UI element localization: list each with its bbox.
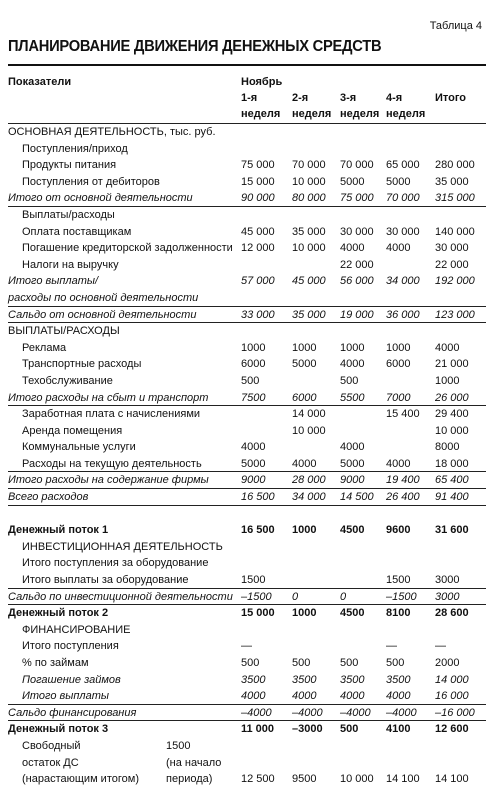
row-value: 123 000 xyxy=(435,308,475,321)
row-value: 70 000 xyxy=(292,159,326,172)
header-week-3-bottom: неделя xyxy=(340,108,380,120)
row-value: 29 400 xyxy=(435,408,469,421)
table-row xyxy=(0,141,500,158)
row-label: Итого расходы на содержание фирмы xyxy=(8,474,209,487)
table-body xyxy=(0,124,500,788)
row-label: Погашение кредиторской задолженности xyxy=(22,242,233,255)
row-value: 33 000 xyxy=(241,308,275,321)
row-value: 4000 xyxy=(340,690,365,703)
row-value: 36 000 xyxy=(386,308,420,321)
row-label: Сальдо финансирования xyxy=(8,706,137,719)
row-value: 3000 xyxy=(435,590,460,603)
balance-value: 10 000 xyxy=(340,773,374,786)
row-value: 14 000 xyxy=(292,408,326,421)
row-value: 9000 xyxy=(241,474,266,487)
balance-value: 14 100 xyxy=(386,773,420,786)
table-row xyxy=(0,390,500,407)
row-label: Продукты питания xyxy=(22,159,117,172)
row-label: Сальдо от основной деятельности xyxy=(8,308,197,321)
row-value: 280 000 xyxy=(435,159,475,172)
row-value: 5000 xyxy=(340,457,365,470)
row-value: 2000 xyxy=(435,657,460,669)
table-row xyxy=(0,539,500,556)
table-row xyxy=(0,439,500,456)
table-row xyxy=(0,373,500,390)
row-value: 1000 xyxy=(292,524,317,537)
row-value: 0 xyxy=(340,590,347,603)
spacer-row xyxy=(0,506,500,523)
row-value: –4000 xyxy=(340,706,371,719)
row-value: –4000 xyxy=(241,706,272,719)
header-indicators: Показатели xyxy=(8,76,72,88)
row-value: 1000 xyxy=(292,341,317,354)
row-value: 4500 xyxy=(340,524,365,537)
row-value: 70 000 xyxy=(340,159,374,172)
initial-balance: 1500 xyxy=(166,739,191,752)
balance-label: (нарастающим итогом) xyxy=(22,773,139,786)
row-value: 8100 xyxy=(386,607,411,620)
table-row xyxy=(0,323,500,340)
row-value: 30 000 xyxy=(435,242,469,255)
row-value: 1500 xyxy=(386,574,411,587)
row-value: 22 000 xyxy=(340,258,374,271)
row-value: 5000 xyxy=(386,175,411,188)
row-value: 19 400 xyxy=(386,474,420,487)
row-value: 12 600 xyxy=(435,723,469,736)
table-row xyxy=(0,124,500,141)
row-label: Итого выплаты за оборудование xyxy=(22,574,189,587)
row-value: 35 000 xyxy=(292,308,326,321)
row-value: 7000 xyxy=(386,391,411,404)
row-label: Выплаты/расходы xyxy=(22,208,115,221)
row-label: ОСНОВНАЯ ДЕЯТЕЛЬНОСТЬ, тыс. руб. xyxy=(8,126,216,138)
row-value: 12 000 xyxy=(241,242,275,255)
table-row xyxy=(0,307,500,324)
row-value: 4000 xyxy=(386,457,411,470)
row-value: 65 400 xyxy=(435,474,469,487)
row-label: Расходы на текущую деятельность xyxy=(22,457,202,470)
row-value: 15 000 xyxy=(241,175,275,188)
row-label: Коммунальные услуги xyxy=(22,441,136,454)
row-value: 500 xyxy=(340,374,359,387)
table-row xyxy=(0,456,500,473)
row-value: 28 600 xyxy=(435,607,469,620)
row-value: 500 xyxy=(386,657,405,669)
table-row xyxy=(0,257,500,274)
header-week-4-bottom: неделя xyxy=(386,108,426,120)
table-row xyxy=(0,605,500,622)
row-value: 192 000 xyxy=(435,275,475,288)
header-week-2-bottom: неделя xyxy=(292,108,332,120)
row-value: 34 000 xyxy=(386,275,420,288)
row-value: –1500 xyxy=(241,590,272,603)
table-row xyxy=(0,190,500,207)
row-value: 3500 xyxy=(340,673,365,686)
initial-balance: периода) xyxy=(166,773,213,786)
row-value: 0 xyxy=(292,590,299,603)
row-value: 3000 xyxy=(435,574,460,587)
row-value: 16 500 xyxy=(241,524,275,537)
table-row xyxy=(0,705,500,722)
row-value: 11 000 xyxy=(241,723,275,736)
table-row xyxy=(0,224,500,241)
row-value: 1000 xyxy=(435,374,460,387)
row-value: 3500 xyxy=(292,673,317,686)
balance-value: 12 500 xyxy=(241,773,275,786)
row-label: % по займам xyxy=(22,657,89,669)
row-label: Итого выплаты/ xyxy=(8,275,99,288)
row-value: 4000 xyxy=(386,242,411,255)
row-value: 4000 xyxy=(292,457,317,470)
row-label: Сальдо по инвестиционной деятельности xyxy=(8,590,233,603)
table-row xyxy=(0,555,500,572)
row-value: 75 000 xyxy=(241,159,275,172)
row-value: 10 000 xyxy=(292,424,326,437)
row-label: Денежный поток 3 xyxy=(8,723,109,736)
table-row xyxy=(0,406,500,423)
row-value: 3500 xyxy=(386,673,411,686)
row-value: 65 000 xyxy=(386,159,420,172)
row-value: 10 000 xyxy=(292,175,326,188)
table-row xyxy=(0,472,500,489)
table-row xyxy=(0,688,500,705)
table-caption: Таблица 4 xyxy=(429,20,482,32)
header-week-4-top: 4-я xyxy=(386,92,403,104)
table-row xyxy=(0,622,500,639)
row-value: 45 000 xyxy=(292,275,326,288)
row-value: 90 000 xyxy=(241,192,275,205)
row-value: –4000 xyxy=(292,706,323,719)
row-label: Реклама xyxy=(22,341,67,354)
row-value: 26 000 xyxy=(435,391,469,404)
row-value: 1000 xyxy=(292,607,317,620)
row-label: расходы по основной деятельности xyxy=(8,291,199,304)
table-row xyxy=(0,423,500,440)
row-value: –3000 xyxy=(292,723,323,736)
row-value: 21 000 xyxy=(435,358,469,371)
table-row xyxy=(0,638,500,655)
row-value: 9000 xyxy=(340,474,365,487)
table-row xyxy=(0,340,500,357)
row-label: Заработная плата с начислениями xyxy=(22,408,201,421)
table-row xyxy=(0,273,500,290)
row-value: 30 000 xyxy=(340,225,374,238)
row-value: 500 xyxy=(340,723,359,736)
row-value: 4000 xyxy=(241,441,266,454)
row-value: 4000 xyxy=(340,358,365,371)
row-value: 315 000 xyxy=(435,192,475,205)
header-week-2-top: 2-я xyxy=(292,92,309,104)
balance-value: 14 100 xyxy=(435,773,469,786)
row-value: 140 000 xyxy=(435,225,475,238)
row-value: 5000 xyxy=(292,358,317,371)
row-label: Аренда помещения xyxy=(22,424,123,437)
row-value: 35 000 xyxy=(435,175,469,188)
row-label: Налоги на выручку xyxy=(22,258,119,271)
table-row xyxy=(0,157,500,174)
table-row xyxy=(0,655,500,672)
header-week-1-top: 1-я xyxy=(241,92,258,104)
row-label: Итого поступления за оборудование xyxy=(22,557,209,570)
row-value: 5000 xyxy=(340,175,365,188)
row-label: Транспортные расходы xyxy=(22,358,142,371)
row-value: 18 000 xyxy=(435,457,469,470)
row-label: Денежный поток 1 xyxy=(8,524,109,537)
balance-row xyxy=(0,771,500,788)
header-week-1-bottom: неделя xyxy=(241,108,281,120)
row-value: 4000 xyxy=(340,441,365,454)
row-label: Техобслуживание xyxy=(22,374,113,387)
row-value: 4100 xyxy=(386,723,411,736)
header-month: Ноябрь xyxy=(241,76,283,88)
row-label: ИНВЕСТИЦИОННАЯ ДЕЯТЕЛЬНОСТЬ xyxy=(22,540,223,553)
row-value: 26 400 xyxy=(386,491,420,504)
row-label: Денежный поток 2 xyxy=(8,607,109,620)
table-row xyxy=(0,356,500,373)
row-value: 500 xyxy=(241,657,260,669)
row-label: Итого поступления xyxy=(22,640,119,653)
row-label: Итого выплаты xyxy=(22,690,109,703)
row-value: 45 000 xyxy=(241,225,275,238)
table-row xyxy=(0,207,500,224)
row-value: 6000 xyxy=(241,358,266,371)
table-row xyxy=(0,721,500,738)
row-value: 1000 xyxy=(386,341,411,354)
row-label: Всего расходов xyxy=(8,491,89,504)
row-value: 4000 xyxy=(386,690,411,703)
row-value: 31 600 xyxy=(435,524,469,537)
table-row xyxy=(0,672,500,689)
table-row xyxy=(0,489,500,506)
row-value: 5500 xyxy=(340,391,365,404)
balance-row xyxy=(0,755,500,772)
table-row xyxy=(0,522,500,539)
row-value: 19 000 xyxy=(340,308,374,321)
row-value: 4000 xyxy=(292,690,317,703)
row-value: –1500 xyxy=(386,590,417,603)
row-value: 1500 xyxy=(241,574,266,587)
row-value: 30 000 xyxy=(386,225,420,238)
row-label: ФИНАНСИРОВАНИЕ xyxy=(22,623,131,636)
row-label: Погашение займов xyxy=(22,673,121,686)
row-label: ВЫПЛАТЫ/РАСХОДЫ xyxy=(8,325,120,338)
row-value: 70 000 xyxy=(386,192,420,205)
row-value: 14 000 xyxy=(435,673,469,686)
balance-value: 9500 xyxy=(292,773,317,786)
row-value: 22 000 xyxy=(435,258,469,271)
table-row xyxy=(0,589,500,606)
row-value: 10 000 xyxy=(292,242,326,255)
row-value: — xyxy=(435,640,446,653)
header-total: Итого xyxy=(435,92,467,104)
table-row xyxy=(0,240,500,257)
row-value: 5000 xyxy=(241,457,266,470)
balance-label: остаток ДС xyxy=(22,756,79,769)
row-value: –4000 xyxy=(386,706,417,719)
row-value: 15 000 xyxy=(241,607,275,620)
row-label: Оплата поставщикам xyxy=(22,225,132,238)
row-value: 8000 xyxy=(435,441,460,454)
row-value: 500 xyxy=(292,657,311,669)
row-value: 14 500 xyxy=(340,491,374,504)
row-value: –16 000 xyxy=(435,706,475,719)
row-value: 4000 xyxy=(340,242,365,255)
row-value: 6000 xyxy=(292,391,317,404)
table-row xyxy=(0,290,500,307)
row-value: 56 000 xyxy=(340,275,374,288)
row-value: 9600 xyxy=(386,524,411,537)
table-header xyxy=(0,66,500,124)
row-label: Поступления/приход xyxy=(22,142,128,155)
row-value: 1000 xyxy=(241,341,266,354)
balance-label: Свободный xyxy=(22,739,81,752)
row-value: 91 400 xyxy=(435,491,469,504)
row-value: 80 000 xyxy=(292,192,326,205)
row-value: — xyxy=(241,640,252,653)
initial-balance: (на начало xyxy=(166,756,222,769)
row-value: 4500 xyxy=(340,607,365,620)
document-title: ПЛАНИРОВАНИЕ ДВИЖЕНИЯ ДЕНЕЖНЫХ СРЕДСТВ xyxy=(8,38,382,55)
table-row xyxy=(0,572,500,589)
row-value: 35 000 xyxy=(292,225,326,238)
row-value: 34 000 xyxy=(292,491,326,504)
row-value: 16 500 xyxy=(241,491,275,504)
row-label: Итого расходы на сбыт и транспорт xyxy=(8,391,209,404)
row-value: 7500 xyxy=(241,391,266,404)
row-label: Итого от основной деятельности xyxy=(8,192,193,205)
row-value: 15 400 xyxy=(386,408,420,421)
row-value: 500 xyxy=(340,657,359,669)
row-value: — xyxy=(386,640,397,653)
row-value: 4000 xyxy=(435,341,460,354)
row-value: 3500 xyxy=(241,673,266,686)
row-value: 6000 xyxy=(386,358,411,371)
row-value: 75 000 xyxy=(340,192,374,205)
row-value: 57 000 xyxy=(241,275,275,288)
table-row xyxy=(0,174,500,191)
row-value: 4000 xyxy=(241,690,266,703)
row-value: 28 000 xyxy=(292,474,326,487)
balance-row xyxy=(0,738,500,755)
row-value: 10 000 xyxy=(435,424,469,437)
row-value: 1000 xyxy=(340,341,365,354)
row-label: Поступления от дебиторов xyxy=(22,175,160,188)
row-value: 16 000 xyxy=(435,690,469,703)
header-week-3-top: 3-я xyxy=(340,92,357,104)
row-value: 500 xyxy=(241,374,260,387)
